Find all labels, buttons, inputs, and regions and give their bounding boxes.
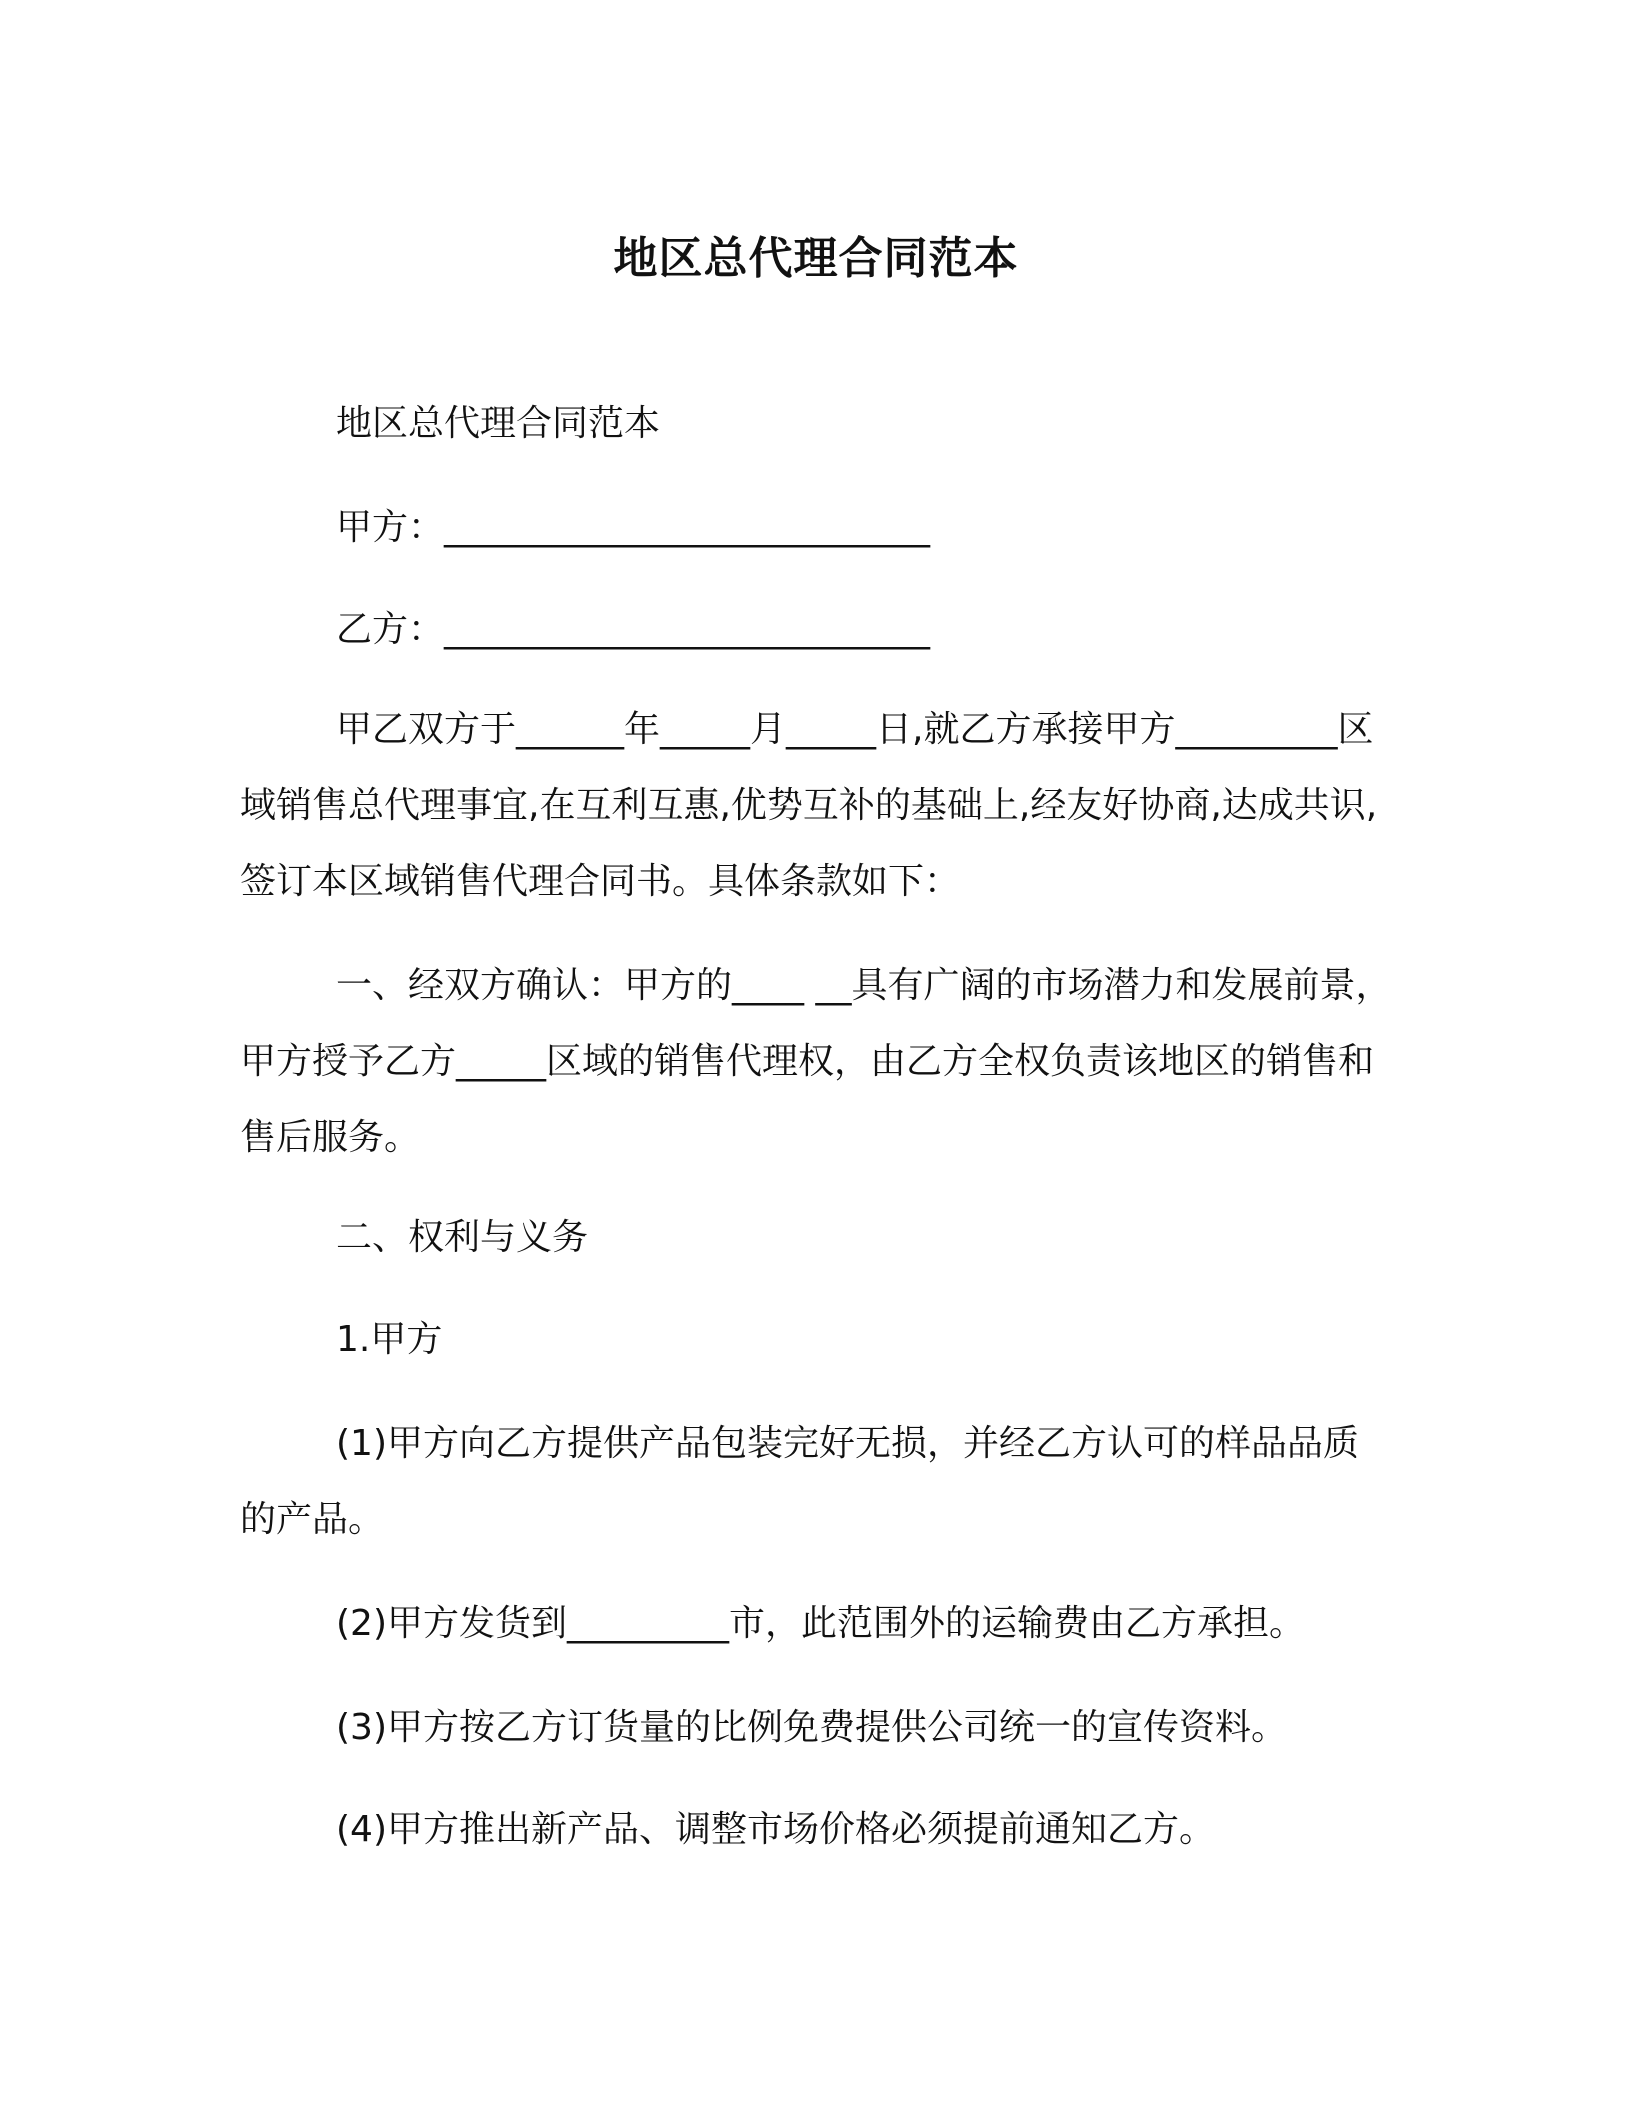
item-3-paragraph: (3)甲方按乙方订货量的比例免费提供公司统一的宣传资料。 <box>336 1707 1287 1748</box>
item-1-paragraph: (1)甲方向乙方提供产品包装完好无损，并经乙方认可的样品品质的产品。 <box>240 1423 1359 1540</box>
document-subtitle: 地区总代理合同范本 <box>336 403 661 444</box>
document-title: 地区总代理合同范本 <box>613 233 1019 284</box>
party-b-line: 乙方：___________________________ <box>336 609 931 650</box>
clause-1-paragraph: 一、经双方确认：甲方的____ __具有广阔的市场潜力和发展前景，甲方授予乙方_____区域的销售代理权，由乙方全权负责该地区的销售和售后服务。 <box>240 965 1392 1158</box>
clause-2-heading: 二、权利与义务 <box>336 1217 589 1258</box>
party-a-heading: 1.甲方 <box>336 1319 443 1360</box>
intro-paragraph: 甲乙双方于______年_____月_____日,就乙方承接甲方_________区域销售总代理事宜,在互利互惠,优势互补的基础上,经友好协商,达成共识,签订本区域销售代理合同书。具体条款如下： <box>240 709 1378 902</box>
party-a-line: 甲方：___________________________ <box>336 507 931 548</box>
item-2-paragraph: (2)甲方发货到_________市，此范围外的运输费由乙方承担。 <box>336 1603 1305 1644</box>
item-4-paragraph: (4)甲方推出新产品、调整市场价格必须提前通知乙方。 <box>336 1809 1215 1850</box>
